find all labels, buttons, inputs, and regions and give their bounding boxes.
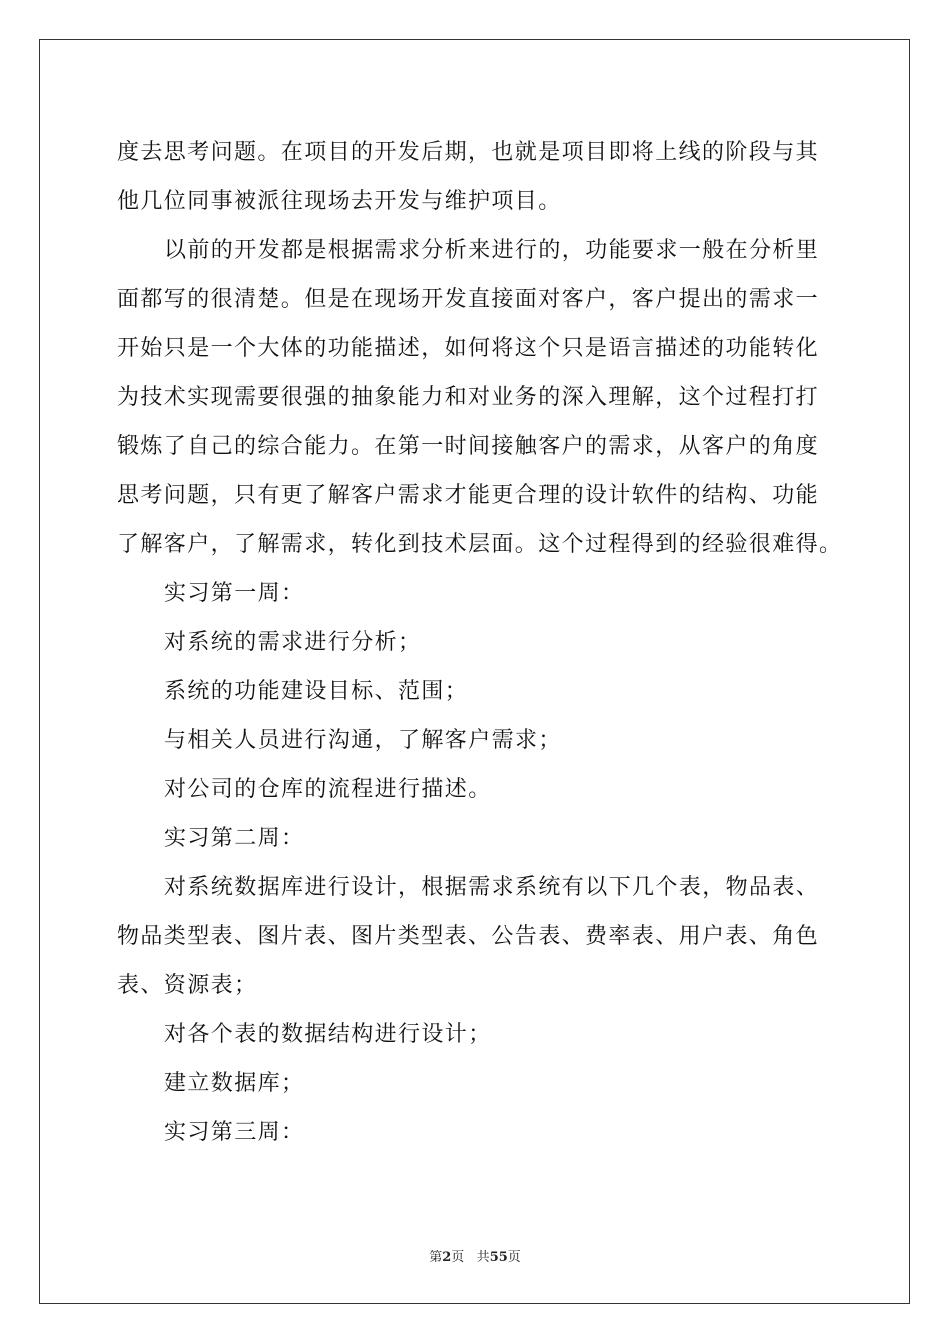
text-line: 系统的功能建设目标、范围； bbox=[164, 679, 469, 704]
total-suffix: 页 bbox=[507, 1250, 521, 1265]
text-line: 对公司的仓库的流程进行描述。 bbox=[164, 777, 492, 802]
text-line: 与相关人员进行沟通，了解客户需求； bbox=[164, 728, 562, 753]
text-line: 对各个表的数据结构进行设计； bbox=[164, 1022, 492, 1047]
page-prefix: 第 bbox=[429, 1250, 443, 1265]
text-line: 面都写的很清楚。但是在现场开发直接面对客户，客户提出的需求一 bbox=[117, 287, 820, 312]
text-line: 对系统数据库进行设计，根据需求系统有以下几个表，物品表、 bbox=[164, 875, 820, 900]
text-line: 锻炼了自己的综合能力。在第一时间接触客户的需求，从客户的角度 bbox=[117, 434, 820, 459]
text-line: 了解客户，了解需求，转化到技术层面。这个过程得到的经验很难得。 bbox=[117, 532, 843, 557]
week-heading: 实习第一周： bbox=[164, 581, 305, 606]
week-heading: 实习第二周： bbox=[164, 826, 305, 851]
page-footer bbox=[0, 1246, 950, 1265]
total-prefix: 共 bbox=[476, 1250, 490, 1265]
total-pages: 55 bbox=[489, 1250, 508, 1265]
text-line: 对系统的需求进行分析； bbox=[164, 630, 422, 655]
text-line: 开始只是一个大体的功能描述，如何将这个只是语言描述的功能转化 bbox=[117, 336, 820, 361]
text-line: 为技术实现需要很强的抽象能力和对业务的深入理解，这个过程打打 bbox=[117, 385, 820, 410]
text-line: 物品类型表、图片表、图片类型表、公告表、费率表、用户表、角色 bbox=[117, 924, 820, 949]
document-body bbox=[117, 128, 843, 1157]
text-line: 思考问题，只有更了解客户需求才能更合理的设计软件的结构、功能 bbox=[117, 483, 820, 508]
week-heading: 实习第三周： bbox=[164, 1120, 305, 1145]
text-line: 建立数据库； bbox=[164, 1071, 305, 1096]
text-line: 他几位同事被派往现场去开发与维护项目。 bbox=[117, 189, 562, 214]
page-number: 2 bbox=[442, 1250, 452, 1265]
text-line: 表、资源表； bbox=[117, 973, 258, 998]
text-line: 以前的开发都是根据需求分析来进行的，功能要求一般在分析里 bbox=[164, 238, 820, 263]
text-line: 度去思考问题。在项目的开发后期，也就是项目即将上线的阶段与其 bbox=[117, 140, 820, 165]
page-suffix: 页 bbox=[451, 1250, 465, 1265]
